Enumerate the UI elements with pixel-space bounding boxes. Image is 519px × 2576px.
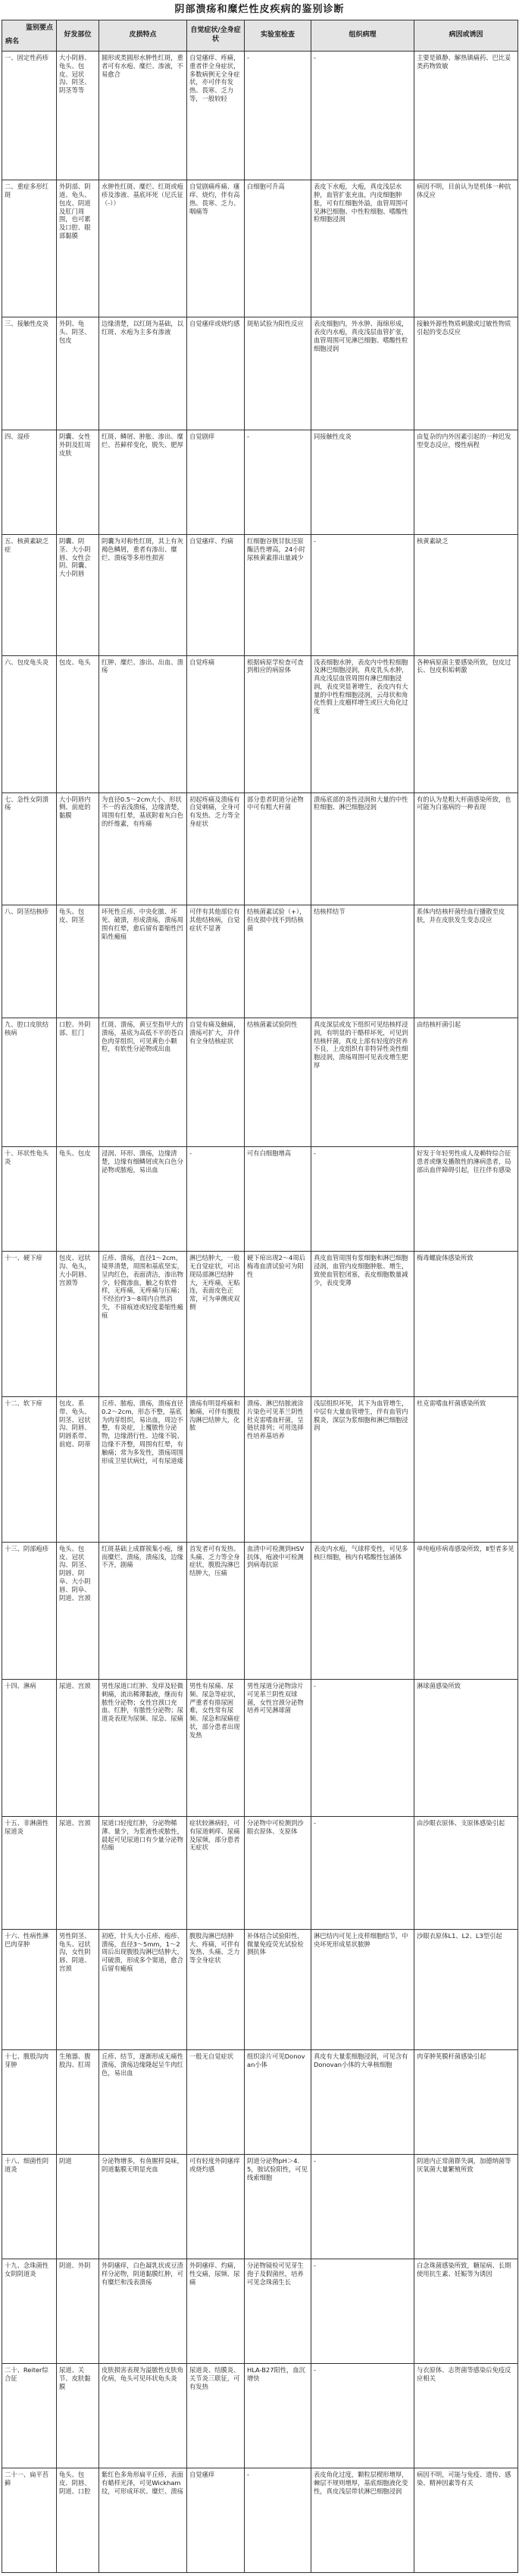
table-row [2, 655, 518, 792]
site-cell: 外阴部、阴道、龟头、包皮、阴道及肛门周围，也可累及口腔、眼部黏膜 [57, 180, 99, 317]
cause-cell: 主要是镇静、解热镇痛药、巴比妥类药物致敏 [414, 52, 518, 180]
site-cell: 外阴、龟头、阴茎、包皮 [57, 317, 99, 430]
cause-cell: 由复杂的内外因素引起的一种迟发型变态反应，慢性病程 [414, 430, 518, 535]
lab-cell: 白细胞可升高 [245, 180, 311, 317]
table-row [2, 1397, 518, 1543]
table-row [2, 2155, 518, 2259]
site-cell: 包皮、龟头 [57, 655, 99, 792]
header-pathology: 组织病理 [311, 20, 414, 52]
disease-name-cell: 十九、念珠菌性女阴阴道炎 [2, 2259, 57, 2364]
symptom-cell: 自觉疼痛 [187, 655, 245, 792]
pathology-cell: 表皮下水疱，大疱，真皮浅层水肿，血管扩张充血，内皮细胞肿胀，可有红细胞外溢，血管周围可见淋巴细胞、中性粒细胞、嗜酸性粒细胞浸润 [311, 180, 414, 317]
cause-cell: 沙眼衣原体L1、L2、L3型引起 [414, 1929, 518, 2050]
table-row [2, 1929, 518, 2050]
site-cell: 尿道、关节、皮肤黏膜 [57, 2364, 99, 2468]
table-row [2, 317, 518, 430]
cause-cell: 病因不明，目前认为是机体一种抗体反应 [414, 180, 518, 317]
site-cell: 龟头、包皮、阴唇、阴道、口腔 [57, 2468, 99, 2573]
lab-cell: 根据病原学检查可查到相应的病原体 [245, 655, 311, 792]
pathology-cell: 表皮细胞内，外水肿、海绵形成，表皮内水疱，真皮浅层血管扩张，血管周围可见淋巴细胞、嗜酸性粒细胞浸润 [311, 317, 414, 430]
lab-cell: - [245, 52, 311, 180]
lesion-cell: 阴囊为对称性红斑，其上有灰褐色鳞屑，重者有渗出、糜烂、溃疡等多形性损害 [99, 535, 187, 656]
symptom-cell: 自觉瘙痒 [187, 2468, 245, 2573]
disease-name-cell: 十三、阴部疱疹 [2, 1542, 57, 1679]
disease-name-cell: 十七、腹股沟肉芽肿 [2, 2050, 57, 2155]
cause-cell: 由沙眼衣原体、支原体感染引起 [414, 1817, 518, 1930]
site-cell: 男性阴茎、龟头、冠状沟，女性阴唇、阴道、宫颈 [57, 1929, 99, 2050]
lab-cell: 补体结合试验阳性，微量免疫荧光试验检测抗体 [245, 1929, 311, 2050]
lesion-cell: 红斑基础上成群簇集小疱，继而糜烂、溃疡，溃疡浅，边缘不齐，剧痛 [99, 1542, 187, 1679]
disease-name-cell: 十、环状性龟头炎 [2, 1147, 57, 1252]
cause-cell: 核黄素缺乏 [414, 535, 518, 656]
lab-cell: 阴道分泌物pH＞4.5，胺试验阳性，可见线索细胞 [245, 2155, 311, 2259]
disease-name-cell: 七、急性女阴溃疡 [2, 792, 57, 905]
table-row [2, 1542, 518, 1679]
lab-cell: 分泌物镜检可见芽生孢子及假菌丝，培养可见念珠菌生长 [245, 2259, 311, 2364]
disease-name-cell: 十四、淋病 [2, 1679, 57, 1816]
table-row [2, 535, 518, 656]
disease-name-cell: 十五、非淋菌性尿道炎 [2, 1817, 57, 1930]
lesion-cell: 圆形或类圆形水肿性红斑，重者可有水疱、糜烂、渗液，不易愈合 [99, 52, 187, 180]
lesion-cell: 初疮，针头大小丘疹、疱疹、溃疡，直径3〜5mm，1〜2周后出现腹股沟淋巴结肿大，可破溃，形成多个窦道，愈合后留有瘢痕 [99, 1929, 187, 2050]
pathology-cell: - [311, 52, 414, 180]
table-row [2, 792, 518, 905]
cause-cell: 病因不明，可能与免疫、遗传、感染、精神因素等有关 [414, 2468, 518, 2573]
cause-cell: 接触外源性物质刺激或过敏性物质引起的变态反应 [414, 317, 518, 430]
lesion-cell: 男性尿道口红肿、发痒及轻微刺痛，流出稀薄黏液，继而有脓性分泌物；女性宫颈口充血、红肿，有脓性分泌物；尿道炎表现为尿频、尿急、尿痛 [99, 1679, 187, 1816]
symptom-cell: 淋巴结肿大，一般无自觉症状，可出现局部淋巴结肿大，无疼痛，无粘连，表面皮色正常，可为单侧或双侧 [187, 1252, 245, 1397]
table-row [2, 1252, 518, 1397]
disease-name-cell: 十一、硬下疳 [2, 1252, 57, 1397]
lesion-cell: 外阴瘙痒，白色凝乳状或豆渣样分泌物，阴道黏膜红肿，可有糜烂和浅表溃疡 [99, 2259, 187, 2364]
cause-cell: 肉芽肿荚膜杆菌感染引起 [414, 2050, 518, 2155]
site-cell: 包皮、系带、龟头、阴茎、冠状沟、阴唇、阴唇系带、前庭、阴蒂 [57, 1397, 99, 1543]
site-cell: 阴囊、女性外阴及肛周皮肤 [57, 430, 99, 535]
symptom-cell: 自觉剧痛疼痛、瘙痒、烧灼，伴有高热、畏寒、乏力、咽痛等 [187, 180, 245, 317]
symptom-cell: 一般无自觉症状 [187, 2050, 245, 2155]
lab-cell: 硬下疳出现2〜4周后梅毒血清试验可为阳性 [245, 1252, 311, 1397]
cause-cell: 梅毒螺旋体感染所致 [414, 1252, 518, 1397]
lab-cell: 血清中可检测到HSV抗体，疱液中可检测到病毒抗原 [245, 1542, 311, 1679]
table-row [2, 1679, 518, 1816]
cause-cell: 有的认为是粗大杆菌感染所致，也可能为白塞病的一种表现 [414, 792, 518, 905]
lesion-cell: 浸润、环形、溃疡，边缘清楚，边缘有细鳞屑或灰白色分泌物或脓疱，易出血 [99, 1147, 187, 1252]
disease-name-cell: 五、核黄素缺乏症 [2, 535, 57, 656]
pathology-cell: 真皮深层或皮下组织可见结核样浸润，有明显的干酪样坏死，可见到结核杆菌，真皮上部有轻度的营养不良，上皮组织有非特异性炎性细胞浸润，溃疡周围可见表皮增生肥厚 [311, 1018, 414, 1147]
disease-name-cell: 二、重症多形红斑 [2, 180, 57, 317]
table-row [2, 905, 518, 1018]
pathology-cell: 表皮角化过度，颗粒层楔形增厚，棘层不规则增厚，基底细胞液化变性，真皮浅层带状淋巴细胞浸润 [311, 2468, 414, 2573]
symptom-cell: 自觉瘙痒、灼痛 [187, 535, 245, 656]
disease-name-cell: 十六、性病性淋巴肉芽肿 [2, 1929, 57, 2050]
lesion-cell: 红斑、溃疡，黄豆至指甲大的溃疡，基底为高低不平的苍白色肉芽组织，可见黄色小颗粒，有软性分泌物或出血 [99, 1018, 187, 1147]
lesion-cell: 红斑、鳞屑、肿胀、渗出、糜烂、苔藓样变化，脱失、肥厚 [99, 430, 187, 535]
table-row [2, 1018, 518, 1147]
table-row [2, 1817, 518, 1930]
lesion-cell: 皮肤损害表现为溢脓性皮肤角化病，龟头可见环状龟头炎 [99, 2364, 187, 2468]
pathology-cell: - [311, 535, 414, 656]
lesion-cell: 丘疹、脓疱、溃疡，溃疡直径0.2〜2cm，形态不整，基底为肉芽组织，易出血，周边不整，有炎症，上覆脓性分泌物，边缘潜行性、边缘不锐、边缘不齐整，周围有红晕，有触痛；常为多发性，溃疡周围形成卫星状病灶，可有尿道瘘 [99, 1397, 187, 1543]
header-disease-name: 病名 [5, 38, 20, 46]
table-row [2, 180, 518, 317]
site-cell: 大小阴唇内侧、前庭的黏膜 [57, 792, 99, 905]
symptom-cell: 自觉瘙痒、疼痛，重者伴全身症状，多数病例无全身症状，亦可伴有发热、畏寒、乏力等，一般较轻 [187, 52, 245, 180]
lesion-cell: 红肿、糜烂、渗出、出血、溃疡 [99, 655, 187, 792]
site-cell: 口腔、外阴部、肛门 [57, 1018, 99, 1147]
pathology-cell: 真皮有大量浆细胞浸润，可见含有Donovan小体的大单核细胞 [311, 2050, 414, 2155]
page-title: 阴部溃疡和糜烂性皮疾病的鉴别诊断 [174, 4, 345, 15]
symptom-cell: 男性有尿痛、尿频、尿急等症状，严重者有排尿困难，女性常有尿频、尿急和尿痛症状，部分患者出现发热 [187, 1679, 245, 1816]
header-cause: 病因或诱因 [414, 20, 518, 52]
symptom-cell: 可伴有其他部位有其他结核病，自觉症状不显著 [187, 905, 245, 1018]
cause-cell: 各种病原菌主要感染所致，包皮过长、包皮积垢刺激 [414, 655, 518, 792]
cause-cell: 好发于年轻男性成人及赖特综合征患者或继发播散性的淋病患者，局部出血伴障碍引起，往往伴有感染 [414, 1147, 518, 1252]
site-cell: 龟头、包皮 [57, 1147, 99, 1252]
disease-name-cell: 四、湿疹 [2, 430, 57, 535]
pathology-cell: 真皮血管周围有浆细胞和淋巴细胞浸润，血管内皮细胞肿胀、增生，致使血管腔闭塞，表皮细胞数量减少，表皮变薄 [311, 1252, 414, 1397]
lesion-cell: 尿道口轻度红肿，分泌物稀薄、量少，为浆液性或脓性，晨起可见尿道口有少量分泌物结痂 [99, 1817, 187, 1930]
header-site: 好发部位 [57, 20, 99, 52]
disease-name-cell: 八、阴茎结核疹 [2, 905, 57, 1018]
pathology-cell: 浅层组织坏死，其下为血管增生，中层有大量血管增生，伴有血管内膜炎，深层为浆细胞和淋巴细胞浸润 [311, 1397, 414, 1543]
pathology-cell: 同接触性皮炎 [311, 430, 414, 535]
symptom-cell: 腹股沟淋巴结肿大、疼痛，可伴有发热、头痛、乏力等全身症状 [187, 1929, 245, 2050]
pathology-cell: - [311, 2155, 414, 2259]
header-row [2, 20, 518, 52]
symptom-cell: 可有轻度外阴瘙痒或烧灼感 [187, 2155, 245, 2259]
header-lesion: 皮损特点 [99, 20, 187, 52]
site-cell: 尿道、宫颈 [57, 1679, 99, 1816]
lesion-cell: 丘疹、溃疡，直径1〜2cm，境界清楚，周围和基底坚实，呈肉红色，表面清洁，渗出物少，轻微渗血，触之有软骨样，无疼痛，无疼痛与压痛；不经治疗3〜8周内自然消失，不留痕迹或轻度萎缩性瘢痕 [99, 1252, 187, 1397]
pathology-cell: - [311, 1817, 414, 1930]
cause-cell: 白念珠菌感染所致，糖尿病、长期使用抗生素、妊娠等为诱因 [414, 2259, 518, 2364]
diagnosis-table [2, 20, 518, 2573]
pathology-cell: - [311, 1679, 414, 1816]
lab-cell: 斑贴试验为阳性反应 [245, 317, 311, 430]
pathology-cell: 结核样结节 [311, 905, 414, 1018]
site-cell: 阴道、外阴 [57, 2259, 99, 2364]
disease-name-cell: 九、腔口皮肤结核病 [2, 1018, 57, 1147]
symptom-cell: 外阴瘙痒、灼痛，性交痛，尿频、尿痛 [187, 2259, 245, 2364]
lesion-cell: 为直径0.5〜2cm大小、形状不一的表浅溃疡，边缘清楚，周围有红晕，基底附着灰白色的纤维素，有疼痛 [99, 792, 187, 905]
table-row [2, 52, 518, 180]
site-cell: 龟头、包皮、阴茎 [57, 905, 99, 1018]
table-row [2, 2050, 518, 2155]
symptom-cell: 溃疡有明显疼痛和触痛，可伴有腹股沟淋巴结肿大，化脓 [187, 1397, 245, 1543]
cause-cell: 杜克雷嗜血杆菌感染所致 [414, 1397, 518, 1543]
site-cell: 阴囊、阴茎、大小阴唇、女性会阴、阴囊、大小阴唇 [57, 535, 99, 656]
table-row [2, 2468, 518, 2573]
site-cell: 阴道 [57, 2155, 99, 2259]
lesion-cell: 紫红色多角形扁平丘疹，表面有蜡样光泽，可见Wickham纹，可形成环状、糜烂、溃疡 [99, 2468, 187, 2573]
disease-name-cell: 一、固定性药疹 [2, 52, 57, 180]
lab-cell: 男性尿道分泌物涂片可见革兰阴性双球菌，女性宫颈分泌物培养可见淋球菌 [245, 1679, 311, 1816]
table-row [2, 2259, 518, 2364]
header-lab: 实验室检查 [245, 20, 311, 52]
pathology-cell: 表皮内水疱，气球样变性，可见多核巨细胞，核内有嗜酸性包涵体 [311, 1542, 414, 1679]
disease-name-cell: 三、接触性皮炎 [2, 317, 57, 430]
lesion-cell: 丘疹、结节，逐渐形成无痛性溃疡，溃疡边缘隆起呈牛肉红色，易出血 [99, 2050, 187, 2155]
symptom-cell: 首发者可有发热、头痛、乏力等全身症状，腹股沟淋巴结肿大，压痛 [187, 1542, 245, 1679]
cause-cell: 单纯疱疹病毒感染所致，Ⅱ型者多见 [414, 1542, 518, 1679]
disease-name-cell: 十二、软下疳 [2, 1397, 57, 1543]
table-row [2, 1147, 518, 1252]
lab-cell: HLA-B27阳性，血沉增快 [245, 2364, 311, 2468]
symptom-cell: 初起疼痛及溃疡有自觉刺痛，全身可有发热、乏力等全身症状 [187, 792, 245, 905]
lab-cell: 结核菌素试验（+），但皮损中找不到结核菌 [245, 905, 311, 1018]
lab-cell: 溃疡、淋巴结脓液涂片染色可见革兰阴性杜克雷嗜血杆菌，呈链状排列；可用选择性培养基培养 [245, 1397, 311, 1543]
cause-cell: 由结核杆菌引起 [414, 1018, 518, 1147]
disease-name-cell: 十八、细菌性阴道炎 [2, 2155, 57, 2259]
lesion-cell: 水肿性红斑、糜烂、红斑或疱疹及渗液、基底坏死（尼氏征（-）） [99, 180, 187, 317]
table-row [2, 2364, 518, 2468]
symptom-cell: 自觉瘙痒或烧灼感 [187, 317, 245, 430]
lab-cell: 部分患者阴道分泌物中可有粗大杆菌 [245, 792, 311, 905]
pathology-cell: 淋巴结内可见上皮样细胞结节，中央坏死形成星状脓肿 [311, 1929, 414, 2050]
symptom-cell: 自觉剧痒 [187, 430, 245, 535]
disease-name-cell: 六、包皮龟头炎 [2, 655, 57, 792]
lab-cell: 红细胞谷胱甘肽还原酶活性增高，24小时尿核黄素排出量减少 [245, 535, 311, 656]
lab-cell: 分泌物中可检测到沙眼衣原体、支原体 [245, 1817, 311, 1930]
lab-cell: - [245, 430, 311, 535]
header-symptom: 自觉症状/全身症状 [187, 20, 245, 52]
pathology-cell: 溃疡底部的炎性浸润和大量的中性粒细胞、淋巴细胞浸润 [311, 792, 414, 905]
lab-cell: - [245, 2468, 311, 2573]
pathology-cell: - [311, 1147, 414, 1252]
lesion-cell: 边缘清楚，以红斑为基础，以红斑、水疱为主多有渗液 [99, 317, 187, 430]
pathology-cell: - [311, 2259, 414, 2364]
site-cell: 尿道、宫颈 [57, 1817, 99, 1930]
lab-cell: 可有白细胞增高 [245, 1147, 311, 1252]
symptom-cell: 尿道炎、结膜炎、关节炎三联征，可有发热 [187, 2364, 245, 2468]
disease-name-cell: 二十一、扁平苔藓 [2, 2468, 57, 2573]
header-key-points: 鉴别要点 [25, 24, 53, 32]
pathology-cell: - [311, 2364, 414, 2468]
cause-cell: 淋球菌感染所致 [414, 1679, 518, 1816]
symptom-cell: 症状较淋病轻，可有尿道刺痒、尿痛及尿频，部分患者无症状 [187, 1817, 245, 1930]
disease-name-cell: 二十、Reiter综合征 [2, 2364, 57, 2468]
site-cell: 包皮、冠状沟、龟头，大小阴唇、宫颈等 [57, 1252, 99, 1397]
cause-cell: 与衣原体、志贺菌等感染后免疫反应相关 [414, 2364, 518, 2468]
cause-cell: 系体内结核杆菌经血行播散至皮肤，并在皮肤发生变态反应 [414, 905, 518, 1018]
lesion-cell: 坏死性丘疹、中央化脓、坏死、破溃，形成溃疡，溃疡周围有红晕，愈后留有萎缩性凹陷性瘢痕 [99, 905, 187, 1018]
table-row [2, 430, 518, 535]
site-cell: 大小阴唇、龟头、包皮、冠状沟、阴茎、阴茎等等 [57, 52, 99, 180]
header-diagonal-cell [2, 20, 57, 52]
cause-cell: 阴道内正常菌群失调，加德纳菌等厌氧菌大量繁殖所致 [414, 2155, 518, 2259]
symptom-cell: - [187, 1147, 245, 1252]
symptom-cell: 自觉有痛及触痛，溃疡可扩大，并伴有全身结核症状 [187, 1018, 245, 1147]
lab-cell: 组织涂片可见Donovan小体 [245, 2050, 311, 2155]
site-cell: 龟头、包皮、冠状沟、阴茎、阴唇、阴阜、大小阴唇、阴阜、阴道、宫颈 [57, 1542, 99, 1679]
lab-cell: 结核菌素试验阴性 [245, 1018, 311, 1147]
site-cell: 生殖器、腹股沟、肛周 [57, 2050, 99, 2155]
lesion-cell: 分泌物增多，有鱼腥样臭味，阴道黏膜无明显充血 [99, 2155, 187, 2259]
table-body [2, 52, 518, 2573]
pathology-cell: 浅表细胞水肿，表皮内中性粒细胞及淋巴细胞浸润，真皮乳头水肿，真皮浅层血管周围有淋巴细胞浸润，表皮突显著增生，表皮内有大量的中性粒细胞浸润，云母状和角化性假上皮瘤样增生或巨大角化过度 [311, 655, 414, 792]
